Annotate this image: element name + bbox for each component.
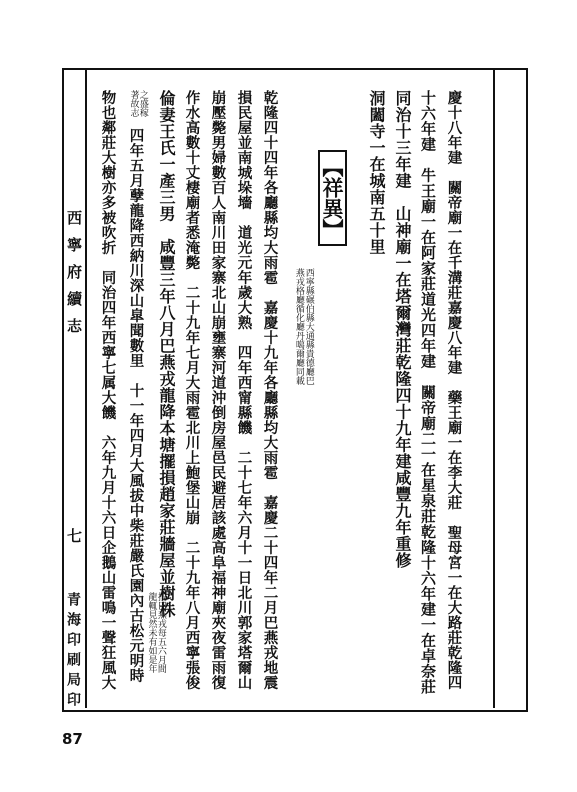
text-column-8: 作水高數十丈棲廟者悉淹斃 二十九年七月大雨雹北川上鮑堡山崩 二十九年八月西寧張俊 bbox=[183, 90, 201, 690]
text-column-3: 同治十三年建 山神廟一在塔爾灣莊乾隆四十九年建咸豐九年重修 bbox=[393, 90, 412, 569]
right-margin-rule bbox=[493, 68, 495, 708]
section-heading: 【祥異】 bbox=[318, 150, 347, 246]
text-column-9: 倫妻王氏一產三男 咸豐三年八月巴燕戎龍降本塘擺損趙家莊牆屋並樹株 bbox=[157, 90, 176, 618]
section-heading-note: 西寧縣碾伯縣大通縣貴德廳巴 燕戎格廳循化廳丹噶爾廳同載 bbox=[293, 268, 314, 385]
text-column-1: 慶十八年建 關帝廟一在千溝莊嘉慶八年建 藥王廟一在李大莊 聖母宮一在大路莊乾隆四 bbox=[445, 90, 463, 690]
text-column-2: 十六年建 牛王廟一在阿家莊道光四年建 關帝廟二一在星泉莊乾隆十六年建一在卓奈莊 bbox=[419, 90, 437, 695]
text-column-4: 洞闔寺一在城南五十里 bbox=[367, 90, 386, 255]
text-column-10: 四年五月孽龍降西納川深山皐聞數里 十一年四月大風拔中柴莊嚴氏園內古松元明時 bbox=[127, 128, 145, 683]
text-column-5: 乾隆四十四年各廳縣均大雨雹 嘉慶十九年各廳縣均大雨雹 嘉慶二十四年二月巴燕戎地震 bbox=[261, 90, 279, 690]
annotation-note-2: 之盛稼 著故志 bbox=[128, 90, 148, 117]
text-column-11: 物也鄰莊大樹亦多被吹折 同治四年西寧七属大饑 六年九月十六日企鵝山雷鳴一聲狂風大 bbox=[99, 90, 117, 690]
gutter-book-title: 西寧府續志 bbox=[65, 210, 83, 345]
text-column-6: 損民屋並南城垛墻 道光元年歲大熟 四年西甯縣饑 二十七年六月十一日北川郭家塔爾山 bbox=[235, 90, 253, 690]
annotation-note-1: 按巴燕戎每五六月間 龍輒見然未有如是年 bbox=[146, 592, 166, 673]
gutter-printer-mark: 青海印刷局印 bbox=[65, 592, 81, 712]
gutter-volume-number: 七 bbox=[65, 528, 83, 543]
gutter-divider bbox=[85, 68, 87, 708]
text-column-7: 崩壓斃男婦數百人南川田家寨北山崩壅寨河道沖倒房屋邑民避居該處高阜福神廟夾夜雷雨復 bbox=[209, 90, 227, 690]
page-number: 87 bbox=[62, 730, 83, 748]
